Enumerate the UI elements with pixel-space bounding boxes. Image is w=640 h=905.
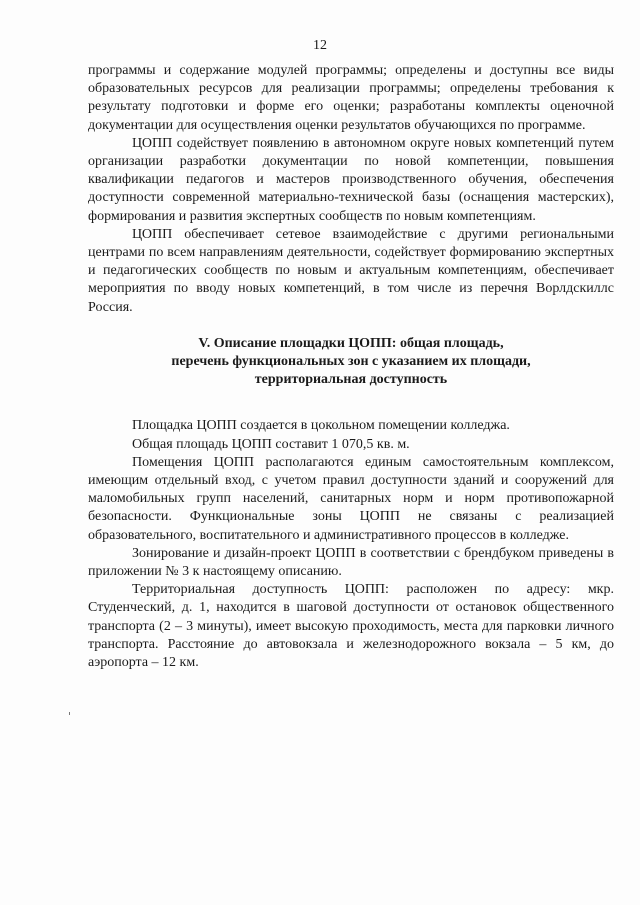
paragraph-premises: Помещения ЦОПП располагаются единым самостоятельным комплексом, имеющим отдельный вход, с учетом правил доступности зданий и сооружений для маломобильных групп населений, санитарных норм и норм противопожарной безопасности. Функциональные зоны ЦОПП не связаны с реализацией образовательного, воспитательного и административного процессов в колледже. bbox=[88, 454, 614, 543]
paragraph-zoning: Зонирование и дизайн-проект ЦОПП в соответствии с брендбуком приведены в приложении № 3 к настоящему описанию. bbox=[88, 545, 614, 580]
paragraph-site-location: Площадка ЦОПП создается в цокольном помещении колледжа. bbox=[132, 418, 510, 434]
section-heading-line-3: территориальная доступность bbox=[254, 372, 448, 388]
paragraph-accessibility: Территориальная доступность ЦОПП: расположен по адресу: мкр. Студенческий, д. 1, находится в шаговой доступности от остановок общественного транспорта (2 – 3 минуты), имеет высокую проходимость, места для парковки личного транспорта. Расстояние до автовокзала и железнодорожного вокзала – 5 км, до аэропорта – 12 км. bbox=[88, 582, 614, 671]
section-heading-line-2: перечень функциональных зон с указанием их площади, bbox=[171, 354, 531, 370]
page-body bbox=[88, 62, 614, 672]
paragraph-network-interaction: ЦОПП обеспечивает сетевое взаимодействие с другими региональными центрами по всем направлениям деятельности, содействует формированию экспертных и педагогических сообществ по новым и актуальным компетенциям, обеспечивает мероприятия по вводу новых компетенций, в том числе из перечня Ворлдскиллс Россия. bbox=[88, 226, 614, 315]
scan-speck bbox=[69, 712, 70, 715]
paragraph-total-area: Общая площадь ЦОПП составит 1 070,5 кв. м. bbox=[132, 436, 410, 452]
paragraph-program-content: программы и содержание модулей программы; определены и доступны все виды образовательных ресурсов для реализации программы; определены требования к результату подготовки и форме его оценки; разработаны комплекты оценочной документации для осуществления оценки результатов обучающихся по программе. bbox=[88, 63, 614, 133]
page-number: 12 bbox=[313, 38, 327, 53]
paragraph-new-competencies: ЦОПП содействует появлению в автономном округе новых компетенций путем организации разработки документации по новой компетенции, повышения квалификации педагогов и мастеров производственного обучения, обеспечения доступности современной материально-технической базы (оснащения мастерских), формирования и развития экспертных сообществ по новым компетенциям. bbox=[88, 135, 614, 224]
section-heading bbox=[88, 335, 614, 390]
section-heading-line-1: V. Описание площадки ЦОПП: общая площадь, bbox=[198, 335, 504, 351]
